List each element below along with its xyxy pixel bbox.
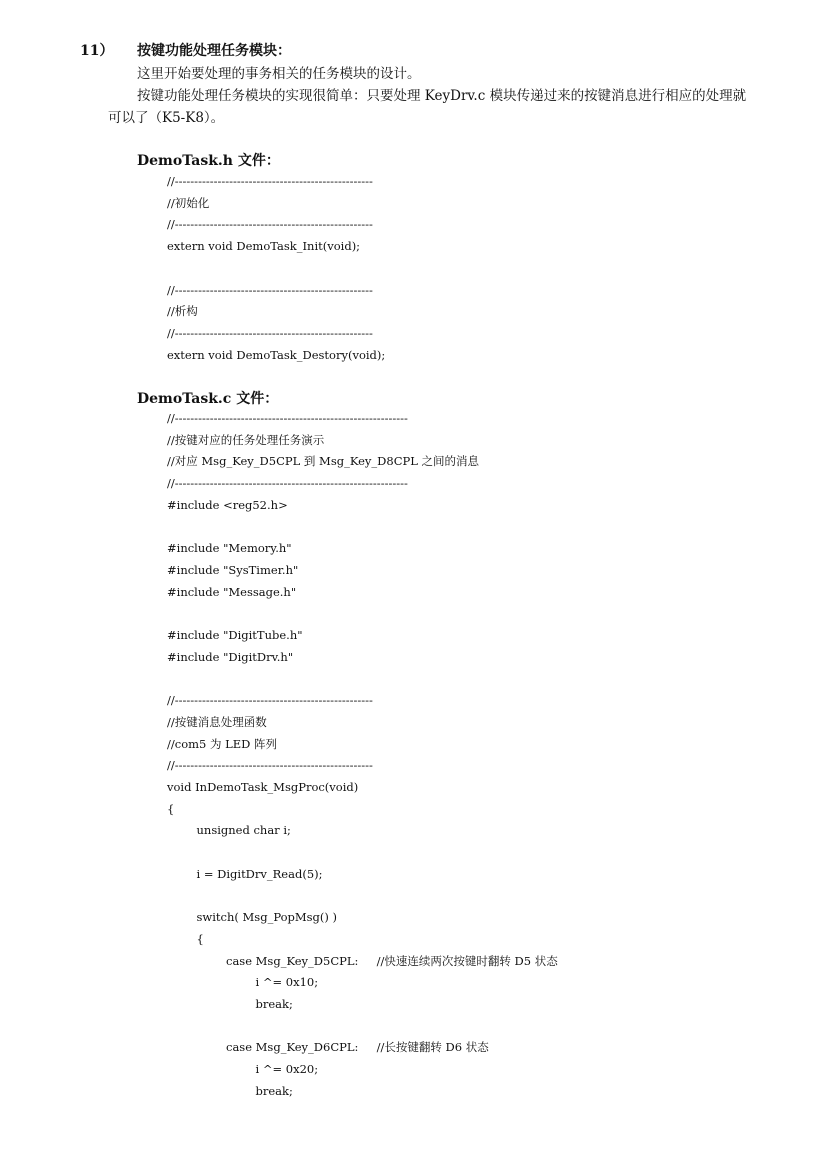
code-line: //--------------------------------------------------- xyxy=(167,758,373,773)
code-line: unsigned char i; xyxy=(196,823,291,838)
paragraph-description-cont: 可以了（K5-K8）。 xyxy=(108,110,225,126)
code-line: void InDemoTask_MsgProc(void) xyxy=(167,779,359,794)
file-h-title: DemoTask.h 文件： xyxy=(137,153,280,169)
code-line: i ^= 0x20; xyxy=(255,1062,319,1076)
code-line: #include "Message.h" xyxy=(167,584,297,599)
file-c-title: DemoTask.c 文件： xyxy=(137,391,279,407)
code-line: //------------------------------------------------------------ xyxy=(167,476,408,491)
code-line: switch( Msg_PopMsg() ) xyxy=(196,910,338,925)
code-line: { xyxy=(167,801,175,816)
code-line: //按键消息处理函数 xyxy=(167,714,267,729)
code-line: #include "DigitTube.h" xyxy=(167,628,303,642)
code-line: //------------------------------------------------------------ xyxy=(167,411,408,425)
code-line: i = DigitDrv_Read(5); xyxy=(196,866,323,881)
paragraph-description: 按键功能处理任务模块的实现很简单：只要处理 KeyDrv.c 模块传递过来的按键消息进行相应的处理就 xyxy=(137,88,747,104)
code-line: i ^= 0x10; xyxy=(255,975,319,990)
paragraph-intro: 这里开始要处理的事务相关的任务模块的设计。 xyxy=(137,66,421,82)
section-number: 11） xyxy=(80,43,114,59)
code-line: //按键对应的任务处理任务演示 xyxy=(167,432,325,447)
code-line: break; xyxy=(255,996,293,1011)
code-line: case Msg_Key_D6CPL: //长按键翻转 D6 状态 xyxy=(226,1040,489,1055)
section-title: 按键功能处理任务模块： xyxy=(137,43,291,59)
code-line: #include "Memory.h" xyxy=(167,541,292,556)
code-line: //--------------------------------------------------- xyxy=(167,325,373,340)
code-line: //--------------------------------------------------- xyxy=(167,693,373,708)
code-line: //析构 xyxy=(167,304,198,319)
code-line: #include <reg52.h> xyxy=(167,497,288,512)
code-line: #include "DigitDrv.h" xyxy=(167,649,294,664)
code-line: extern void DemoTask_Destory(void); xyxy=(167,347,386,362)
code-line: #include "SysTimer.h" xyxy=(167,562,299,577)
code-line: case Msg_Key_D5CPL: //快速连续两次按键时翻转 D5 状态 xyxy=(226,953,558,968)
code-line: { xyxy=(196,931,204,946)
code-line: //--------------------------------------------------- xyxy=(167,217,373,232)
code-line: //对应 Msg_Key_D5CPL 到 Msg_Key_D8CPL 之间的消息 xyxy=(167,454,480,469)
code-line: //--------------------------------------------------- xyxy=(167,282,373,297)
code-line: break; xyxy=(255,1083,293,1098)
code-line: //初始化 xyxy=(167,195,210,210)
code-line: extern void DemoTask_Init(void); xyxy=(167,239,361,254)
code-line: //--------------------------------------------------- xyxy=(167,174,373,188)
code-line: //com5 为 LED 阵列 xyxy=(167,736,278,751)
